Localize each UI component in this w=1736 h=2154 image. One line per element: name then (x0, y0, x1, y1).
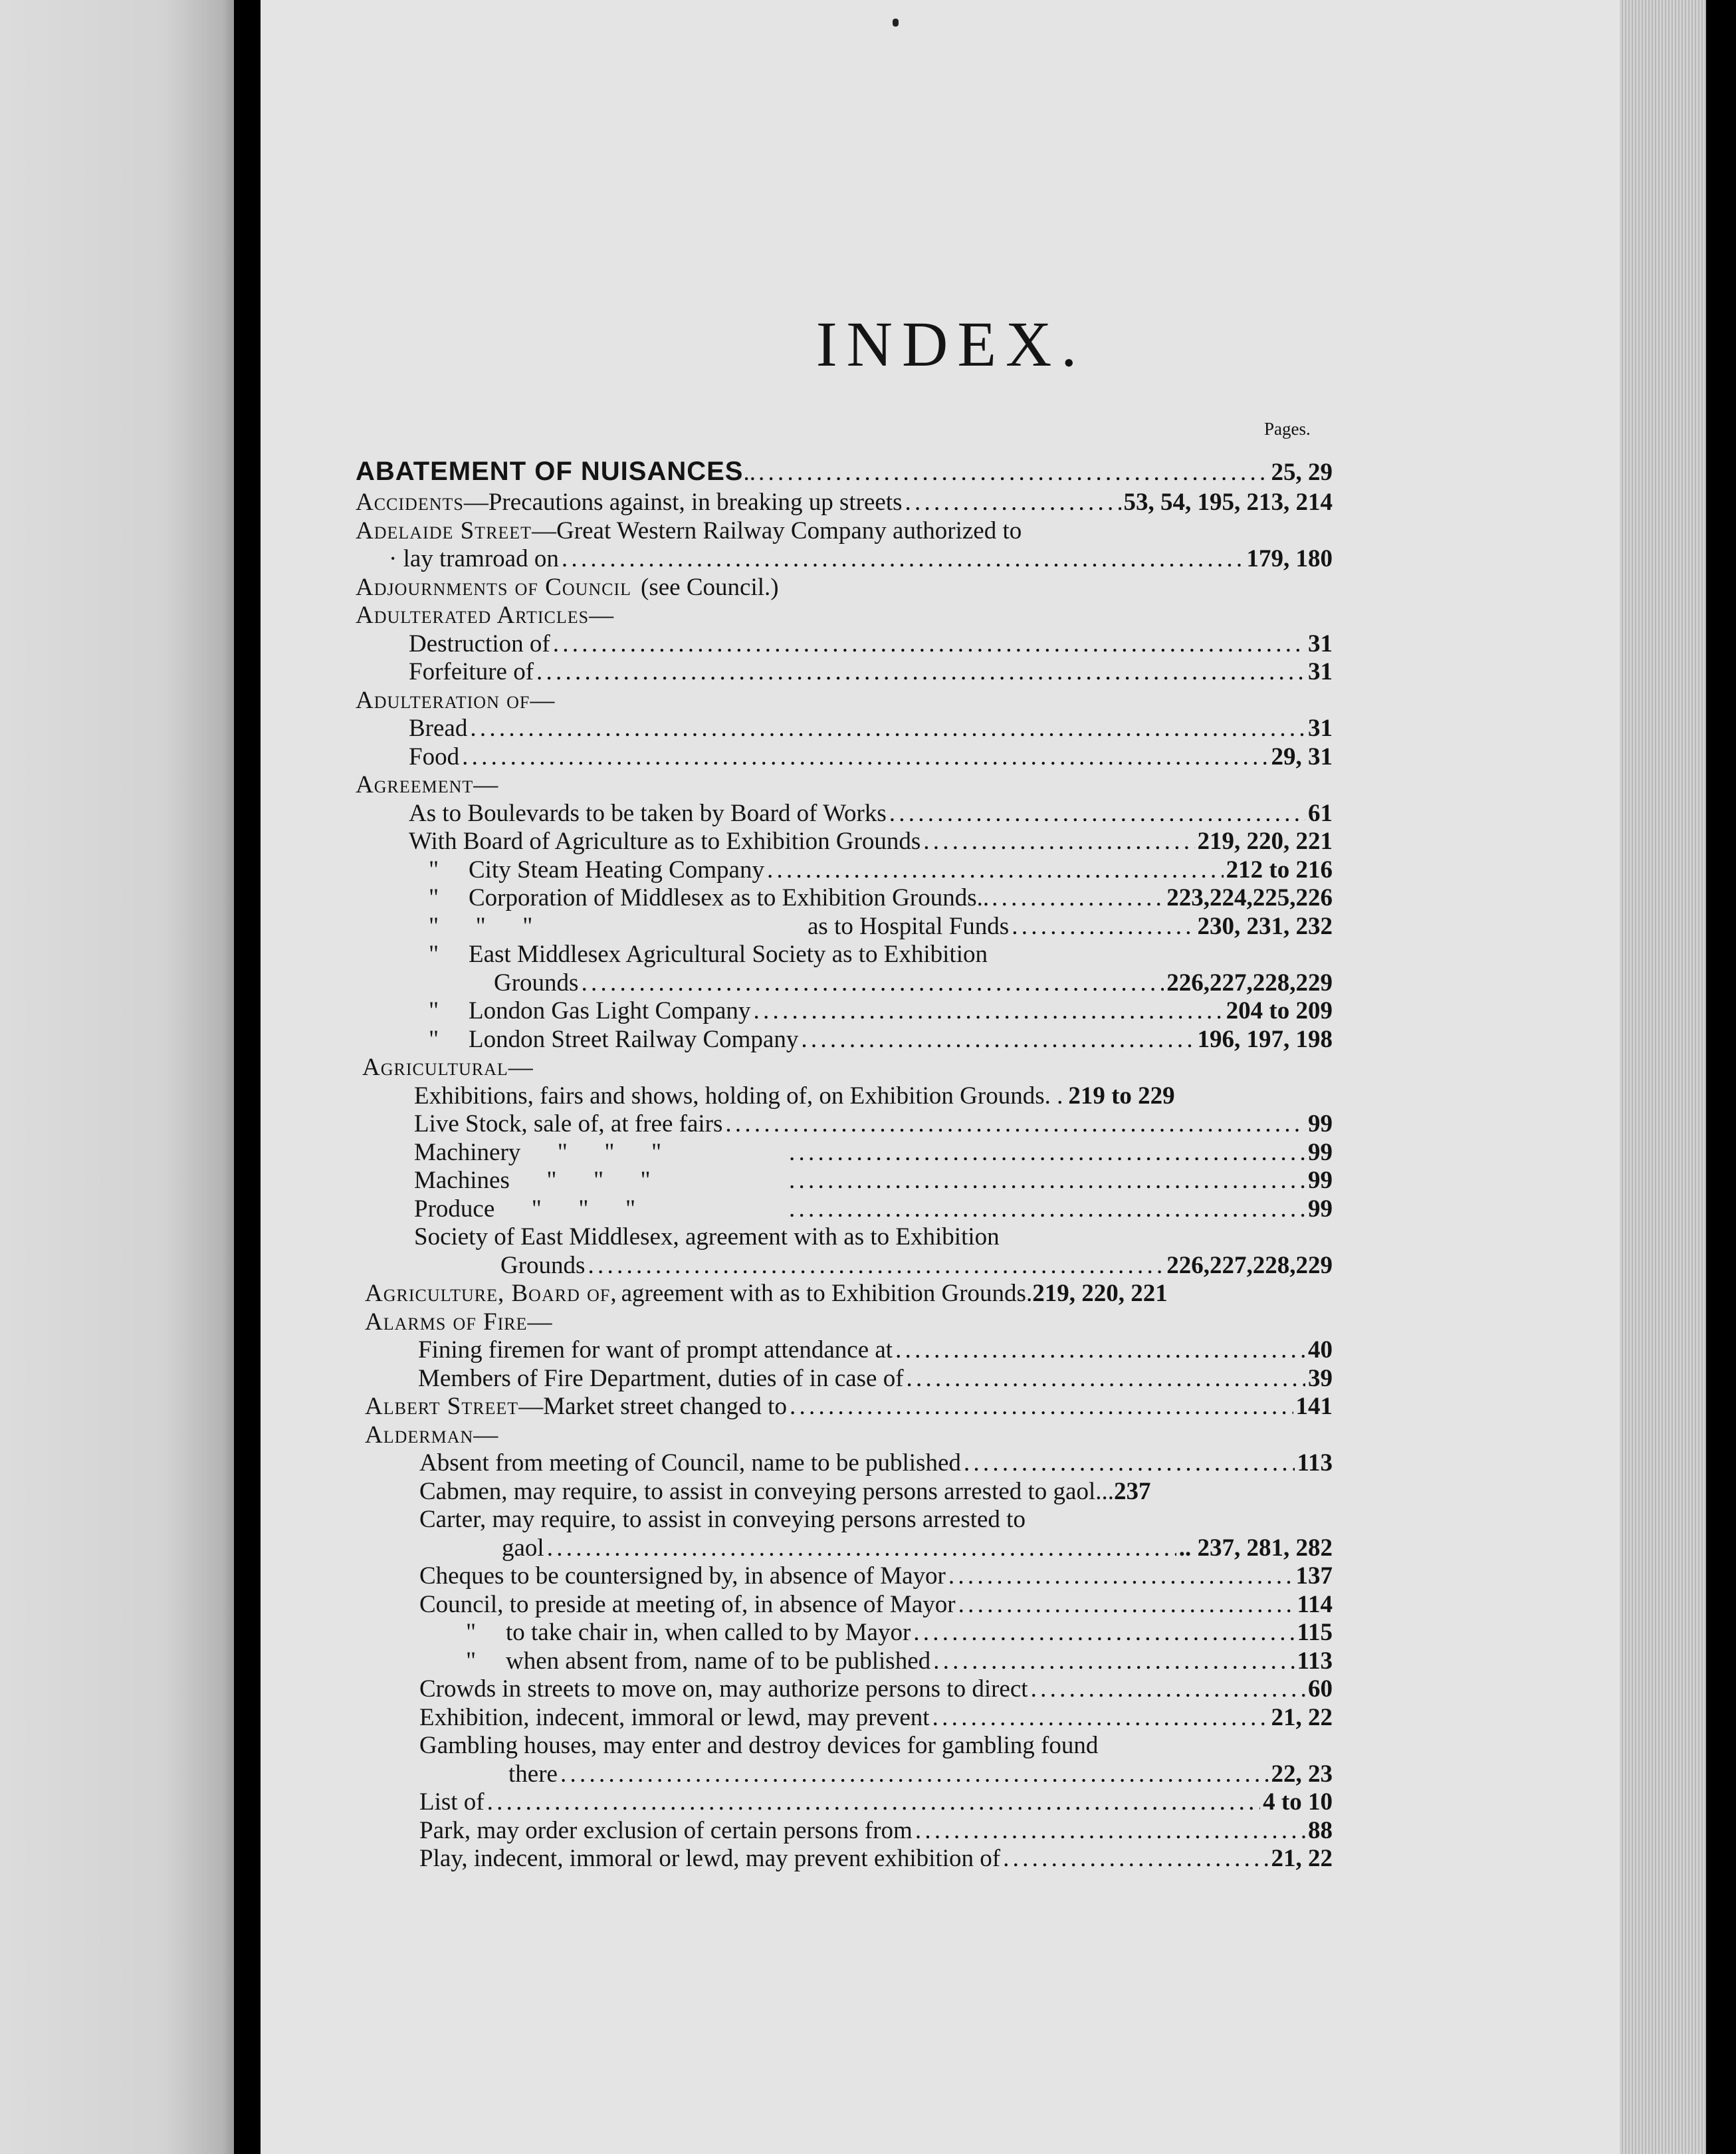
entry-text: agreement with as to Exhibition Grounds. (621, 1280, 1033, 1307)
entry-heading: Adulteration of— (356, 686, 556, 714)
dot-leader (1012, 913, 1194, 941)
index-entry (356, 545, 1333, 574)
entry-text: Exhibition, indecent, immoral or lewd, may prevent (419, 1703, 930, 1731)
index-entry (356, 687, 1333, 715)
dot-leader (790, 1393, 1293, 1421)
entry-text: With Board of Agriculture as to Exhibition Grounds (409, 828, 921, 855)
index-entry (356, 574, 1333, 602)
index-entry (356, 1365, 1333, 1393)
entry-text: London Street Railway Company (469, 1025, 799, 1053)
index-entry (356, 1026, 1333, 1054)
entry-pages: 39 (1308, 1364, 1333, 1392)
ditto-mark: " (429, 941, 439, 968)
entry-pages: 21, 22 (1271, 1703, 1333, 1731)
index-entry (356, 1393, 1333, 1421)
entry-pages: 99 (1308, 1195, 1333, 1223)
entry-pages: 179, 180 (1246, 545, 1333, 572)
entry-text: London Gas Light Company (469, 997, 751, 1024)
entry-text: East Middlesex Agricultural Society as to Exhibition (469, 941, 988, 968)
entry-pages: 237 (1114, 1477, 1151, 1505)
index-entry (356, 658, 1333, 687)
entry-text: there (508, 1760, 558, 1788)
ditto-mark: " " " (429, 912, 533, 940)
entry-pages: 99 (1308, 1110, 1333, 1137)
entry-heading: Agreement— (356, 771, 499, 798)
dot-leader (1031, 1675, 1305, 1704)
dot-leader (789, 1195, 1305, 1224)
entry-text: Machinery " " " (414, 1138, 662, 1166)
entry-pages: 53, 54, 195, 213, 214 (1123, 489, 1333, 516)
entry-text: Produce " " " (414, 1195, 636, 1223)
dot-leader (767, 856, 1224, 885)
index-entry (356, 1732, 1333, 1760)
index-entry (356, 1591, 1333, 1619)
entry-pages: 31 (1308, 715, 1333, 742)
dot-leader (758, 455, 1269, 489)
entry-pages: 219, 220, 221 (1032, 1280, 1168, 1307)
index-entry (356, 1252, 1333, 1280)
ditto-mark: " (466, 1619, 477, 1646)
entry-text: Destruction of (409, 630, 550, 658)
entry-text: (see Council.) (641, 573, 779, 601)
entry-pages: 226,227,228,229 (1166, 969, 1333, 997)
index-entry (356, 1478, 1333, 1506)
dot-leader (753, 997, 1223, 1026)
index-entry (356, 1195, 1333, 1224)
index-entry (356, 856, 1333, 885)
entry-text: Live Stock, sale of, at free fairs (414, 1110, 723, 1137)
entry-text: Council, to preside at meeting of, in absence of Mayor (419, 1590, 956, 1618)
dot-leader (789, 1167, 1305, 1195)
entry-text: Society of East Middlesex, agreement with as to Exhibition (414, 1223, 1000, 1251)
entry-text: Cheques to be countersigned by, in absence of Mayor (419, 1562, 946, 1590)
entry-pages: 212 to 216 (1226, 856, 1333, 884)
index-entry (356, 1336, 1333, 1365)
entry-pages: 61 (1308, 799, 1333, 827)
dot-leader (1003, 1845, 1268, 1873)
entry-text: Exhibitions, fairs and shows, holding of, on Exhibition Grounds. . (414, 1082, 1063, 1110)
index-entry (356, 969, 1333, 998)
entry-text: Grounds (494, 969, 579, 997)
dot-leader (553, 630, 1305, 659)
entry-text: As to Boulevards to be taken by Board of Works (409, 799, 887, 827)
index-entry (356, 1421, 1333, 1450)
entry-text: List of (419, 1788, 485, 1816)
entry-pages: 226,227,228,229 (1166, 1251, 1333, 1279)
entry-pages: 88 (1308, 1816, 1333, 1844)
entry-heading: Alderman— (365, 1421, 499, 1449)
index-entry (356, 1675, 1333, 1704)
ditto-mark: " (429, 1025, 439, 1053)
entry-text: Play, indecent, immoral or lewd, may prevent exhibition of (419, 1845, 1001, 1872)
index-entry (356, 1704, 1333, 1733)
entry-heading: Agricultural— (362, 1054, 534, 1081)
dot-leader (933, 1647, 1294, 1676)
index-entry (356, 1562, 1333, 1591)
entry-pages: 114 (1297, 1590, 1333, 1618)
index-entries (356, 454, 1333, 1873)
entry-pages: 113 (1297, 1449, 1333, 1477)
index-entry (356, 454, 1333, 489)
index-entry (356, 1110, 1333, 1139)
index-entry (356, 1647, 1333, 1676)
index-entry (356, 1449, 1333, 1478)
dot-leader (895, 1336, 1305, 1365)
dot-leader (915, 1817, 1305, 1846)
index-entry (356, 1280, 1333, 1308)
entry-text: Gambling houses, may enter and destroy devices for gambling found (419, 1732, 1099, 1759)
entry-pages: 31 (1308, 658, 1333, 685)
index-entry (356, 800, 1333, 828)
entry-pages: 141 (1295, 1393, 1333, 1420)
entry-pages: 22, 23 (1271, 1760, 1333, 1788)
index-entry (356, 517, 1333, 546)
dot-leader (889, 800, 1305, 828)
entry-pages: 21, 22 (1271, 1845, 1333, 1872)
entry-text: Cabmen, may require, to assist in conveying persons arrested to gaol... (419, 1477, 1114, 1505)
index-entry (356, 1845, 1333, 1873)
entry-text: Park, may order exclusion of certain persons from (419, 1816, 913, 1844)
ditto-mark: " (429, 997, 439, 1024)
ditto-mark: " (429, 884, 439, 911)
index-entry (356, 630, 1333, 659)
entry-heading: ABATEMENT OF NUISANCES (356, 457, 744, 486)
dot-leader (958, 1591, 1295, 1619)
dot-leader (536, 658, 1305, 687)
dot-leader (789, 1139, 1305, 1167)
dot-leader (581, 969, 1164, 998)
entry-heading: Accidents (356, 489, 464, 516)
print-mark (893, 19, 899, 27)
entry-text: as to Hospital Funds (808, 912, 1010, 940)
dot-leader (801, 1026, 1194, 1054)
index-entry (356, 997, 1333, 1026)
entry-text: .. (743, 459, 756, 486)
index-entry (356, 1534, 1333, 1563)
entry-text: to take chair in, when called to by Mayor (506, 1619, 911, 1646)
entry-pages: 99 (1308, 1138, 1333, 1166)
entry-heading: Adelaide Street (356, 517, 532, 544)
index-entry (356, 1054, 1333, 1082)
entry-pages: 60 (1308, 1675, 1333, 1703)
entry-text: Absent from meeting of Council, name to be published (419, 1449, 961, 1477)
entry-text: Fining firemen for want of prompt attendance at (418, 1336, 893, 1364)
entry-text: Crowds in streets to move on, may authorize persons to direct (419, 1675, 1028, 1703)
entry-pages: 29, 31 (1271, 743, 1333, 771)
entry-pages: 4 to 10 (1263, 1788, 1333, 1816)
index-entry (356, 1082, 1333, 1111)
entry-pages: 40 (1308, 1336, 1333, 1364)
entry-text: · lay tramroad on (389, 545, 559, 572)
index-entry (356, 743, 1333, 772)
index-entry (356, 1788, 1333, 1817)
entry-pages: 230, 231, 232 (1197, 912, 1333, 940)
dot-leader (907, 1365, 1305, 1393)
entry-text: —Precautions against, in breaking up streets (463, 489, 903, 516)
index-entry (356, 489, 1333, 517)
entry-text: Grounds (500, 1251, 586, 1279)
entry-pages: 31 (1308, 630, 1333, 658)
entry-pages: 115 (1297, 1619, 1333, 1646)
entry-text: Bread (409, 715, 468, 742)
dot-leader (462, 743, 1268, 772)
dot-leader (948, 1562, 1293, 1591)
entry-text: when absent from, name of to be published (506, 1647, 931, 1675)
index-entry (356, 941, 1333, 969)
entry-pages: .. 237, 281, 282 (1178, 1534, 1333, 1562)
entry-text: Members of Fire Department, duties of in case of (418, 1364, 904, 1392)
dot-leader (964, 1449, 1295, 1478)
entry-pages: 113 (1297, 1647, 1333, 1675)
ditto-mark: " (429, 856, 439, 884)
entry-pages: 99 (1308, 1167, 1333, 1194)
dot-leader (470, 715, 1305, 743)
entry-text: —Market street changed to (518, 1393, 787, 1420)
dot-leader (487, 1788, 1261, 1817)
entry-text: Corporation of Middlesex as to Exhibition Grounds.. (469, 884, 990, 911)
ditto-mark: " (466, 1647, 477, 1675)
entry-heading: Agriculture, Board of, (365, 1280, 617, 1307)
dot-leader (905, 489, 1121, 517)
index-entry (356, 913, 1333, 941)
dot-leader (562, 545, 1244, 574)
entry-text: gaol (502, 1534, 544, 1562)
entry-pages: 219 to 229 (1068, 1082, 1175, 1110)
index-entry (356, 1760, 1333, 1789)
index-entry (356, 828, 1333, 856)
entry-pages: 204 to 209 (1226, 997, 1333, 1024)
index-entry (356, 1619, 1333, 1647)
entry-text: Forfeiture of (409, 658, 534, 685)
entry-text: Food (409, 743, 460, 771)
entry-pages: 196, 197, 198 (1197, 1025, 1333, 1053)
index-entry (356, 1223, 1333, 1252)
entry-text: —Great Western Railway Company authorized to (532, 517, 1022, 544)
dot-leader (588, 1252, 1164, 1280)
entry-pages: 25, 29 (1271, 459, 1333, 486)
index-entry (356, 715, 1333, 743)
dot-leader (932, 1704, 1269, 1733)
entry-pages: 219, 220, 221 (1197, 828, 1333, 855)
index-entry (356, 771, 1333, 800)
entry-heading: Alarms of Fire— (365, 1308, 553, 1336)
index-entry (356, 1167, 1333, 1195)
dot-leader (547, 1534, 1176, 1563)
entry-heading: Adulterated Articles— (356, 602, 615, 629)
dot-leader (913, 1619, 1294, 1647)
dot-leader (725, 1110, 1305, 1139)
entry-heading: Albert Street (365, 1393, 519, 1420)
index-entry (356, 1817, 1333, 1846)
entry-text: Carter, may require, to assist in conveying persons arrested to (419, 1506, 1026, 1533)
pages-column-label: Pages. (1264, 419, 1311, 439)
index-entry (356, 1506, 1333, 1534)
entry-pages: 223,224,225,226 (1166, 884, 1333, 911)
index-entry (356, 1308, 1333, 1337)
entry-pages: 137 (1295, 1562, 1333, 1590)
entry-heading: Adjournments of Council (356, 573, 632, 601)
index-entry (356, 1139, 1333, 1167)
index-entry (356, 602, 1333, 630)
dot-leader (923, 828, 1194, 856)
entry-text: City Steam Heating Company (469, 856, 764, 884)
entry-text: Machines " " " (414, 1167, 651, 1194)
dot-leader (992, 884, 1164, 913)
index-entry (356, 884, 1333, 913)
page-title: INDEX. (815, 308, 1087, 380)
dot-leader (560, 1760, 1269, 1789)
